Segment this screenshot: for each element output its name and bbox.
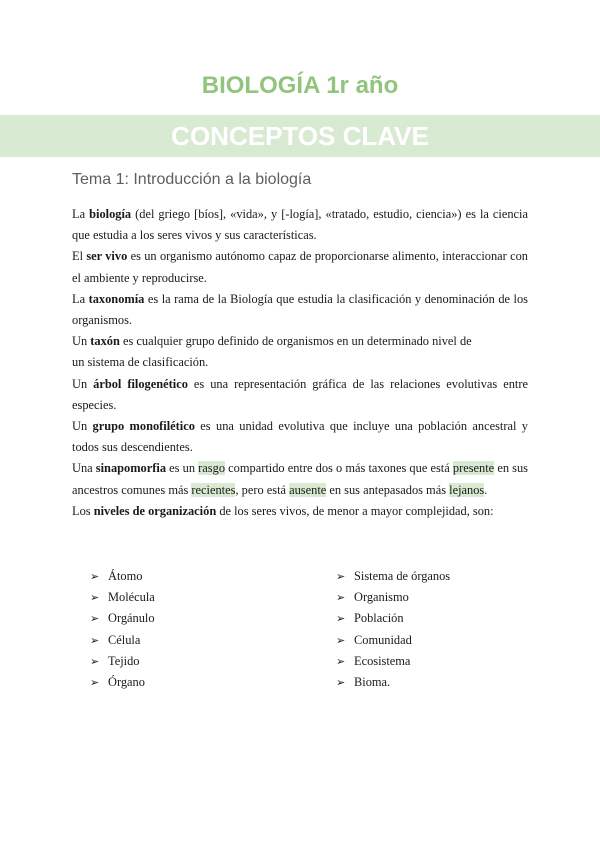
list-item-label: Comunidad <box>354 632 412 647</box>
text-fragment: un sistema de clasificación. <box>72 355 209 370</box>
list-item <box>90 651 155 672</box>
text-fragment: El <box>72 249 87 264</box>
arrow-bullet-icon: ➢ <box>90 633 100 647</box>
list-item-label: Tejido <box>108 653 140 668</box>
list-item-label: Átomo <box>108 569 143 583</box>
highlight-rasgo: rasgo <box>198 461 226 476</box>
list-item <box>90 630 155 651</box>
arrow-bullet-icon: ➢ <box>90 570 100 583</box>
arrow-bullet-icon: ➢ <box>336 570 346 583</box>
list-item <box>336 672 450 693</box>
list-item <box>336 566 450 587</box>
arrow-bullet-icon: ➢ <box>90 591 100 605</box>
list-item <box>90 672 155 693</box>
text-fragment: Los <box>72 503 94 518</box>
text-fragment: La <box>72 207 90 221</box>
levels-list-left <box>90 566 155 693</box>
term-taxonomia: taxonomía <box>88 291 145 306</box>
arrow-bullet-icon: ➢ <box>336 612 346 626</box>
list-item-label: Orgánulo <box>108 611 155 626</box>
topic-heading: Tema 1: Introducción a la biología <box>72 171 312 188</box>
text-fragment: es una representación gráfica de las relaciones evolutivas entre especies. <box>72 376 528 412</box>
paragraph-arbol-filogenetico <box>72 374 528 416</box>
list-item-label: Sistema de órganos <box>354 569 451 583</box>
highlight-lejanos: lejanos <box>449 482 485 497</box>
term-niveles-organizacion: niveles de organización <box>93 503 217 518</box>
paragraph-grupo-monofiletico <box>72 416 528 458</box>
text-fragment: en sus antepasados más <box>326 482 450 497</box>
list-item-label: Molécula <box>108 590 155 605</box>
paragraph-taxon <box>72 331 528 373</box>
text-fragment: La <box>72 291 89 306</box>
text-fragment: en sus ancestros comunes más <box>72 461 528 497</box>
text-fragment: Un <box>72 419 93 434</box>
arrow-bullet-icon: ➢ <box>336 633 346 647</box>
list-item-label: Célula <box>108 632 141 647</box>
arrow-bullet-icon: ➢ <box>90 675 100 689</box>
list-item-label: Bioma. <box>354 674 391 689</box>
text-fragment: Un <box>72 376 94 391</box>
paragraph-sinapomorfia <box>72 458 528 500</box>
text-fragment: Una <box>72 461 96 476</box>
list-item <box>336 651 450 672</box>
term-sinapomorfia: sinapomorfia <box>95 461 167 476</box>
list-item-label: Ecosistema <box>354 653 411 668</box>
document-title: BIOLOGÍA 1r año <box>201 72 399 99</box>
text-fragment: es un <box>166 461 199 476</box>
list-item <box>336 630 450 651</box>
highlight-recientes: recientes <box>191 482 236 497</box>
text-fragment: . <box>484 482 488 497</box>
text-fragment: es un organismo autónomo capaz de proporcionarse alimento, interaccionar con el ambiente y reproducirse. <box>72 249 528 285</box>
text-fragment: de los seres vivos, de menor a mayor complejidad, son: <box>216 503 494 518</box>
list-item-label: Organismo <box>354 590 409 605</box>
arrow-bullet-icon: ➢ <box>336 675 346 689</box>
highlight-ausente: ausente <box>289 482 327 497</box>
text-fragment: es cualquier grupo definido de organismos en un determinado nivel de <box>119 334 472 349</box>
arrow-bullet-icon: ➢ <box>336 591 346 605</box>
arrow-bullet-icon: ➢ <box>90 654 100 668</box>
paragraph-ser-vivo <box>72 246 528 288</box>
text-fragment: (del griego [bíos], «vida», y [-logía], «tratado, estudio, ciencia») es la ciencia que estudia a los seres vivos y sus características. <box>72 207 528 243</box>
list-item <box>90 587 155 608</box>
term-arbol-filogenetico: árbol filogenético <box>93 376 188 391</box>
term-ser-vivo: ser vivo <box>86 249 128 264</box>
paragraph-taxonomia <box>72 289 528 331</box>
term-grupo-monofiletico: grupo monofilético <box>92 419 195 434</box>
highlight-presente: presente <box>452 461 495 476</box>
body-text <box>72 204 528 522</box>
paragraph-niveles-organizacion <box>72 501 528 522</box>
text-fragment: es la rama de la Biología que estudia la clasificación y denominación de los organismos. <box>72 291 528 328</box>
text-fragment: compartido entre dos o más taxones que está <box>225 461 453 476</box>
term-taxon: taxón <box>90 334 120 349</box>
paragraph-biologia <box>72 204 528 246</box>
text-fragment: Un <box>72 334 91 349</box>
list-item-label: Población <box>354 611 404 626</box>
section-banner: CONCEPTOS CLAVE <box>0 115 600 157</box>
text-fragment: es una unidad evolutiva que incluye una población ancestral y todos sus descendientes. <box>72 419 528 455</box>
list-item <box>336 608 450 629</box>
arrow-bullet-icon: ➢ <box>90 612 100 626</box>
list-item <box>336 587 450 608</box>
text-fragment: , pero está <box>235 482 290 497</box>
levels-list-right <box>336 566 450 693</box>
arrow-bullet-icon: ➢ <box>336 654 346 668</box>
term-biologia: biología <box>89 207 132 221</box>
list-item <box>90 608 155 629</box>
list-item-label: Órgano <box>108 674 145 689</box>
list-item <box>90 566 155 587</box>
